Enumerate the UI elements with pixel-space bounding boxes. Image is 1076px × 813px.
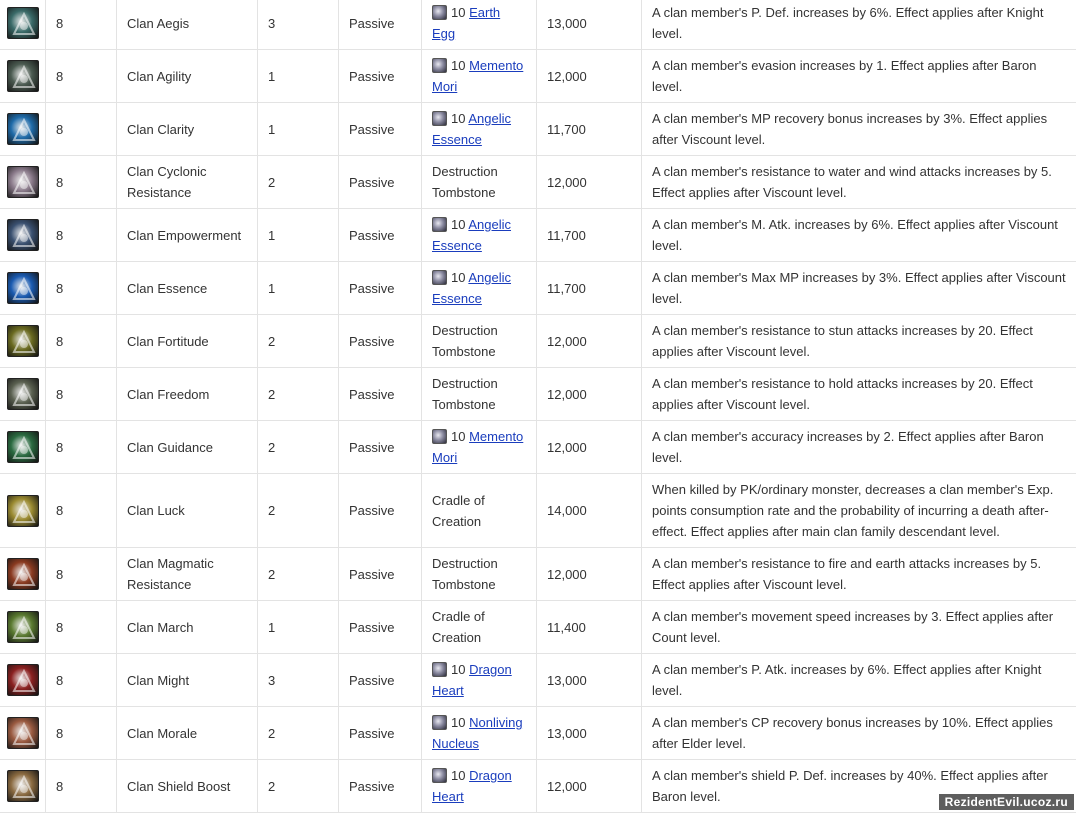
item-link[interactable]: Angelic Essence	[432, 217, 511, 253]
item-name: Cradle of Creation	[432, 493, 485, 529]
clan-empowerment-icon	[7, 219, 39, 251]
skill-type: Passive	[339, 601, 422, 654]
clan-cyclonic-resistance-icon	[7, 166, 39, 198]
skill-cost: 13,000	[537, 707, 642, 760]
skill-type: Passive	[339, 315, 422, 368]
item-icon	[432, 217, 447, 232]
skill-level: 8	[46, 548, 117, 601]
item-link[interactable]: Dragon Heart	[432, 768, 512, 804]
skill-row	[0, 548, 1076, 601]
skill-name: Clan Guidance	[117, 421, 258, 474]
skill-rank: 2	[258, 315, 339, 368]
skill-row	[0, 103, 1076, 156]
clan-luck-icon	[7, 495, 39, 527]
skill-rank: 1	[258, 262, 339, 315]
skill-type: Passive	[339, 0, 422, 50]
item-icon	[432, 58, 447, 73]
skill-type: Passive	[339, 262, 422, 315]
skill-name: Clan Freedom	[117, 368, 258, 421]
skill-name: Clan Clarity	[117, 103, 258, 156]
clan-march-icon	[7, 611, 39, 643]
skill-description: A clan member's resistance to fire and earth attacks increases by 5. Effect applies after Viscount level.	[642, 548, 1076, 601]
skill-level: 8	[46, 760, 117, 813]
skill-row	[0, 760, 1076, 813]
skill-icon-cell	[0, 103, 46, 156]
skill-type: Passive	[339, 50, 422, 103]
item-link[interactable]: Angelic Essence	[432, 111, 511, 147]
skill-level: 8	[46, 601, 117, 654]
skill-name: Clan Luck	[117, 474, 258, 548]
skill-level: 8	[46, 209, 117, 262]
skill-rank: 1	[258, 601, 339, 654]
skill-icon-cell	[0, 474, 46, 548]
skill-description: A clan member's Max MP increases by 3%. Effect applies after Viscount level.	[642, 262, 1076, 315]
required-item	[422, 209, 537, 262]
skill-type: Passive	[339, 156, 422, 209]
clan-magmatic-resistance-icon	[7, 558, 39, 590]
skill-row	[0, 368, 1076, 421]
skill-name: Clan Morale	[117, 707, 258, 760]
skill-cost: 12,000	[537, 156, 642, 209]
skill-icon-cell	[0, 262, 46, 315]
skill-type: Passive	[339, 760, 422, 813]
required-item	[422, 707, 537, 760]
skill-type: Passive	[339, 474, 422, 548]
skill-cost: 12,000	[537, 315, 642, 368]
skill-cost: 13,000	[537, 654, 642, 707]
item-icon	[432, 768, 447, 783]
required-item	[422, 0, 537, 50]
skill-icon-cell	[0, 209, 46, 262]
item-quantity: 10	[451, 111, 465, 126]
skill-description: A clan member's resistance to hold attacks increases by 20. Effect applies after Viscount level.	[642, 368, 1076, 421]
item-link[interactable]: Nonliving Nucleus	[432, 715, 523, 751]
skill-row	[0, 209, 1076, 262]
clan-fortitude-icon	[7, 325, 39, 357]
skill-type: Passive	[339, 707, 422, 760]
clan-clarity-icon	[7, 113, 39, 145]
skill-rank: 2	[258, 421, 339, 474]
skill-icon-cell	[0, 368, 46, 421]
skill-icon-cell	[0, 50, 46, 103]
item-quantity: 10	[451, 768, 465, 783]
item-quantity: 10	[451, 270, 465, 285]
skill-row	[0, 315, 1076, 368]
clan-essence-icon	[7, 272, 39, 304]
skill-icon-cell	[0, 315, 46, 368]
skill-row	[0, 0, 1076, 50]
item-name: Destruction Tombstone	[432, 164, 498, 200]
required-item	[422, 760, 537, 813]
required-item	[422, 103, 537, 156]
skill-name: Clan Might	[117, 654, 258, 707]
skill-type: Passive	[339, 654, 422, 707]
item-icon	[432, 111, 447, 126]
skill-level: 8	[46, 262, 117, 315]
skill-level: 8	[46, 156, 117, 209]
required-item	[422, 548, 537, 601]
skill-cost: 12,000	[537, 368, 642, 421]
skill-row	[0, 421, 1076, 474]
item-icon	[432, 662, 447, 677]
skill-name: Clan Magmatic Resistance	[117, 548, 258, 601]
item-quantity: 10	[451, 5, 465, 20]
skill-row	[0, 654, 1076, 707]
site-watermark: RezidentEvil.ucoz.ru	[939, 794, 1074, 810]
skill-description: A clan member's M. Atk. increases by 6%. Effect applies after Viscount level.	[642, 209, 1076, 262]
required-item	[422, 421, 537, 474]
skill-cost: 11,700	[537, 209, 642, 262]
skill-name: Clan Aegis	[117, 0, 258, 50]
item-quantity: 10	[451, 217, 465, 232]
skill-cost: 12,000	[537, 50, 642, 103]
skill-rank: 3	[258, 0, 339, 50]
skill-row	[0, 707, 1076, 760]
skill-rank: 2	[258, 156, 339, 209]
skill-cost: 13,000	[537, 0, 642, 50]
item-name: Destruction Tombstone	[432, 376, 498, 412]
clan-aegis-icon	[7, 7, 39, 39]
item-name: Destruction Tombstone	[432, 556, 498, 592]
skill-name: Clan March	[117, 601, 258, 654]
clan-morale-icon	[7, 717, 39, 749]
skill-description: A clan member's shield P. Def. increases by 40%. Effect applies after Baron level.	[642, 760, 1076, 813]
skill-name: Clan Shield Boost	[117, 760, 258, 813]
skill-row	[0, 262, 1076, 315]
skill-level: 8	[46, 50, 117, 103]
skill-icon-cell	[0, 654, 46, 707]
skill-description: A clan member's accuracy increases by 2. Effect applies after Baron level.	[642, 421, 1076, 474]
item-quantity: 10	[451, 715, 465, 730]
skill-level: 8	[46, 421, 117, 474]
skill-rank: 2	[258, 368, 339, 421]
skill-level: 8	[46, 103, 117, 156]
item-name: Destruction Tombstone	[432, 323, 498, 359]
required-item	[422, 156, 537, 209]
required-item	[422, 50, 537, 103]
item-icon	[432, 5, 447, 20]
skill-icon-cell	[0, 156, 46, 209]
skill-rank: 1	[258, 209, 339, 262]
clan-agility-icon	[7, 60, 39, 92]
skill-description: A clan member's MP recovery bonus increases by 3%. Effect applies after Viscount level.	[642, 103, 1076, 156]
skill-cost: 14,000	[537, 474, 642, 548]
skill-description: A clan member's resistance to water and wind attacks increases by 5. Effect applies after Viscount level.	[642, 156, 1076, 209]
skill-type: Passive	[339, 103, 422, 156]
skill-rank: 3	[258, 654, 339, 707]
skill-description: A clan member's CP recovery bonus increases by 10%. Effect applies after Elder level.	[642, 707, 1076, 760]
item-link[interactable]: Dragon Heart	[432, 662, 512, 698]
item-name: Cradle of Creation	[432, 609, 485, 645]
item-quantity: 10	[451, 429, 465, 444]
skill-row	[0, 156, 1076, 209]
skill-cost: 12,000	[537, 421, 642, 474]
skill-type: Passive	[339, 209, 422, 262]
skill-level: 8	[46, 474, 117, 548]
skill-level: 8	[46, 707, 117, 760]
skill-icon-cell	[0, 0, 46, 50]
skill-description: A clan member's movement speed increases by 3. Effect applies after Count level.	[642, 601, 1076, 654]
skill-description: A clan member's evasion increases by 1. Effect applies after Baron level.	[642, 50, 1076, 103]
skill-icon-cell	[0, 760, 46, 813]
skill-row	[0, 601, 1076, 654]
item-link[interactable]: Memento Mori	[432, 429, 523, 465]
skill-rank: 1	[258, 103, 339, 156]
skill-type: Passive	[339, 548, 422, 601]
skill-icon-cell	[0, 601, 46, 654]
clan-guidance-icon	[7, 431, 39, 463]
skill-cost: 11,700	[537, 262, 642, 315]
required-item	[422, 654, 537, 707]
skill-level: 8	[46, 368, 117, 421]
skill-description: A clan member's resistance to stun attacks increases by 20. Effect applies after Viscount level.	[642, 315, 1076, 368]
skill-description: A clan member's P. Atk. increases by 6%. Effect applies after Knight level.	[642, 654, 1076, 707]
skill-name: Clan Fortitude	[117, 315, 258, 368]
skill-level: 8	[46, 315, 117, 368]
item-link[interactable]: Angelic Essence	[432, 270, 511, 306]
skill-cost: 12,000	[537, 548, 642, 601]
clan-shield-boost-icon	[7, 770, 39, 802]
skill-icon-cell	[0, 421, 46, 474]
item-quantity: 10	[451, 662, 465, 677]
skill-rank: 2	[258, 707, 339, 760]
item-icon	[432, 270, 447, 285]
skill-name: Clan Empowerment	[117, 209, 258, 262]
required-item	[422, 601, 537, 654]
required-item	[422, 262, 537, 315]
skill-icon-cell	[0, 548, 46, 601]
skill-level: 8	[46, 0, 117, 50]
skill-description: A clan member's P. Def. increases by 6%. Effect applies after Knight level.	[642, 0, 1076, 50]
skill-rank: 2	[258, 760, 339, 813]
skill-level: 8	[46, 654, 117, 707]
clan-freedom-icon	[7, 378, 39, 410]
required-item	[422, 315, 537, 368]
skill-cost: 12,000	[537, 760, 642, 813]
skill-name: Clan Essence	[117, 262, 258, 315]
skill-icon-cell	[0, 707, 46, 760]
skill-cost: 11,400	[537, 601, 642, 654]
required-item	[422, 474, 537, 548]
skill-rank: 2	[258, 548, 339, 601]
item-icon	[432, 715, 447, 730]
clan-might-icon	[7, 664, 39, 696]
item-link[interactable]: Memento Mori	[432, 58, 523, 94]
skill-row	[0, 474, 1076, 548]
skill-type: Passive	[339, 368, 422, 421]
item-icon	[432, 429, 447, 444]
skill-rank: 2	[258, 474, 339, 548]
skill-cost: 11,700	[537, 103, 642, 156]
item-quantity: 10	[451, 58, 465, 73]
skill-rank: 1	[258, 50, 339, 103]
skill-name: Clan Agility	[117, 50, 258, 103]
skill-row	[0, 50, 1076, 103]
skill-description: When killed by PK/ordinary monster, decreases a clan member's Exp. points consumption rate and the probability of incurring a death after-effect. Effect applies after main clan family descendant level.	[642, 474, 1076, 548]
skill-name: Clan Cyclonic Resistance	[117, 156, 258, 209]
item-link[interactable]: Earth Egg	[432, 5, 500, 41]
required-item	[422, 368, 537, 421]
skill-type: Passive	[339, 421, 422, 474]
